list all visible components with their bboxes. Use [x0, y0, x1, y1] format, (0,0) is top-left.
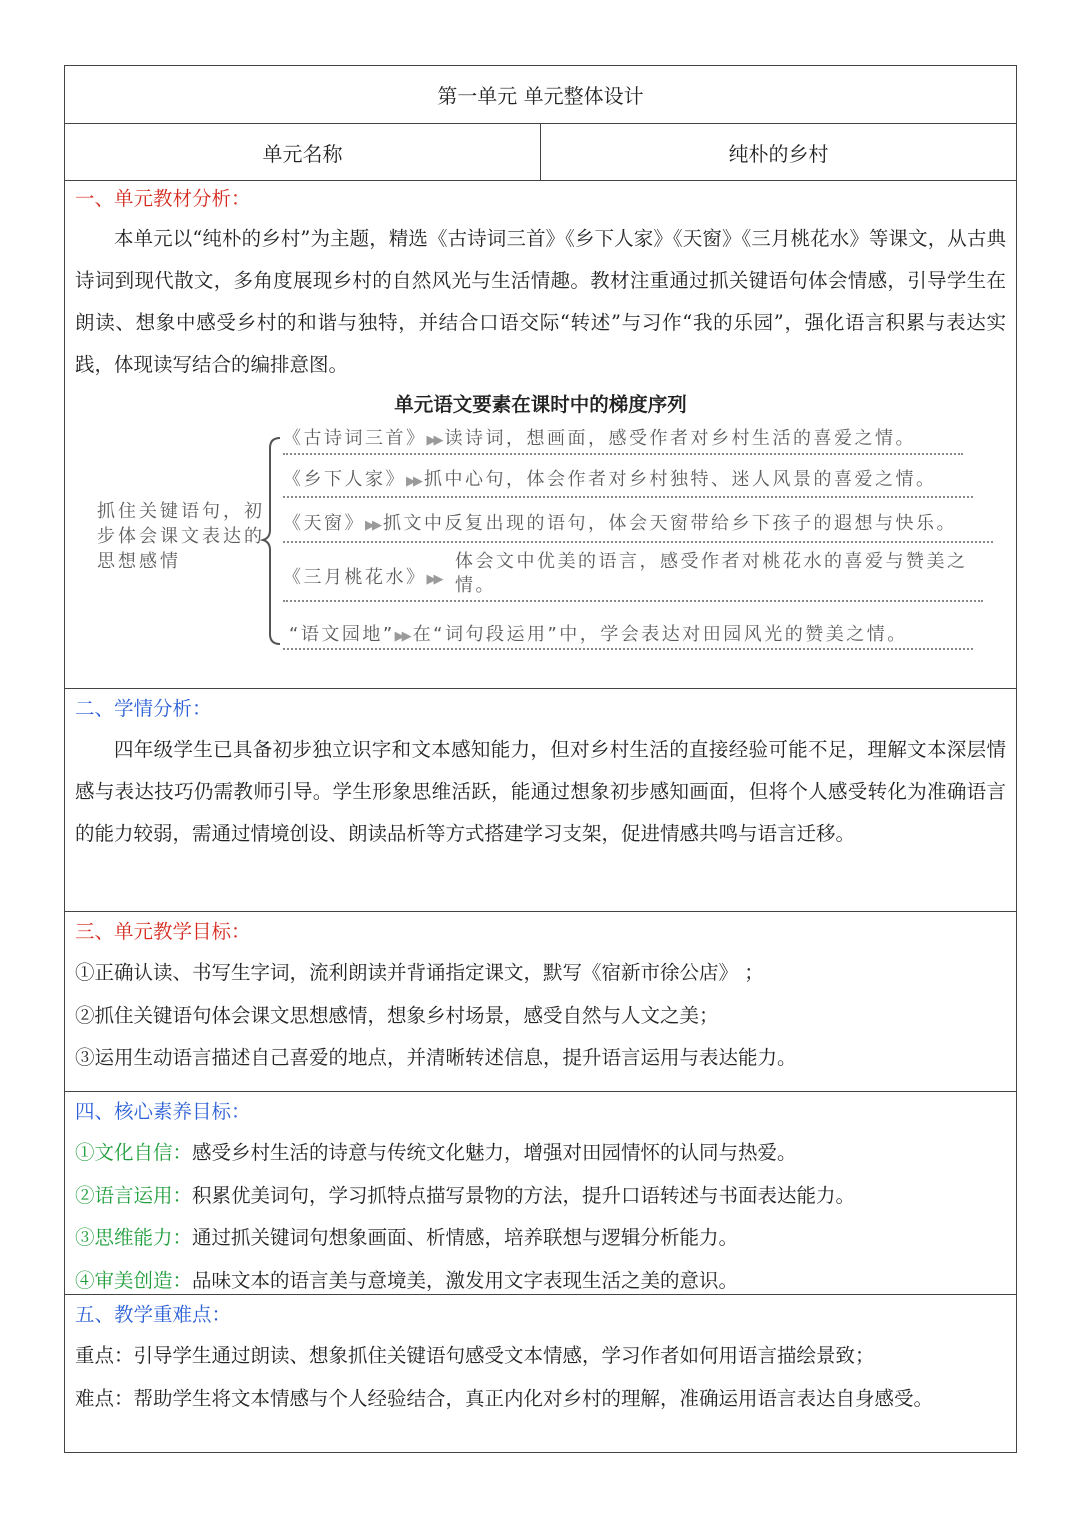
dotted-divider [283, 648, 973, 650]
gradient-sequence-diagram [75, 422, 1006, 652]
diagram-title: 单元语文要素在课时中的梯度序列 [394, 393, 687, 416]
literacy-label: ②语言运用： [75, 1183, 193, 1207]
section-heading: 五、教学重难点： [75, 1303, 232, 1326]
branch-item [283, 465, 937, 491]
core-literacy-section [65, 1092, 1016, 1295]
diagram-center-label: 抓住关键语句，初步体会课文表达的思想感情 [97, 501, 265, 572]
table-title: 第一单元 单元整体设计 [65, 66, 1016, 124]
literacy-label: ④审美创造： [75, 1268, 193, 1292]
branch-source: 《古诗词三首》 [283, 428, 427, 449]
literacy-item [75, 1132, 1006, 1175]
goal-item: ②抓住关键语句体会课文思想感情，想象乡村场景，感受自然与人文之美； [75, 1003, 719, 1027]
branch-text: 读诗词，想画面，感受作者对乡村生活的喜爱之情。 [444, 428, 916, 449]
goal-item: ③运用生动语言描述自己喜爱的地点，并清晰转述信息，提升语言运用与表达能力。 [75, 1046, 797, 1069]
section-paragraph: 四年级学生已具备初步独立识字和文本感知能力，但对乡村生活的直接经验可能不足，理解文本深层情感与表达技巧仍需教师引导。学生形象思维活跃，能通过想象初步感知画面，但将个人感受转化为准确语言的能力较弱，需通过情境创设、朗读品析等方式搭建学习支架，促进情感共鸣与语言迁移。 [75, 738, 1006, 845]
section-heading: 四、核心素养目标： [75, 1100, 251, 1123]
branch-text: 抓文中反复出现的语句，体会天窗带给乡下孩子的遐想与快乐。 [383, 513, 957, 534]
literacy-label: ③思维能力： [75, 1226, 193, 1249]
branch-item [283, 509, 957, 535]
dotted-divider [283, 600, 983, 602]
section-heading: 一、单元教材分析： [75, 187, 251, 210]
unit-name-row [65, 124, 1016, 181]
teaching-goals-section [65, 912, 1016, 1092]
branch-text: 在“词句段运用”中，学会表达对田园风光的赞美之情。 [412, 624, 908, 645]
unit-name-value: 纯朴的乡村 [728, 141, 829, 166]
arrow-icon: ▶▶ [426, 433, 441, 448]
dotted-divider [283, 496, 973, 498]
literacy-label: ①文化自信： [75, 1141, 193, 1164]
dotted-divider [283, 541, 993, 543]
section-paragraph: 本单元以“纯朴的乡村”为主题，精选《古诗词三首》《乡下人家》《天窗》《三月桃花水》等课文，从古典诗词到现代散文，多角度展现乡村的自然风光与生活情趣。教材注重通过抓关键语句体会情感，引导学生在朗读、想象中感受乡村的和谐与独特，并结合口语交际“转述”与习作“我的乐园”，强化语言积累与表达实践，体现读写结合的编排意图。 [75, 227, 1006, 376]
textbook-analysis-section [65, 181, 1016, 689]
difficulty-item: 难点：帮助学生将文本情感与个人经验结合，真正内化对乡村的理解，准确运用语言表达自身感受。 [75, 1386, 934, 1410]
literacy-text: 品味文本的语言美与意境美，激发用文字表现生活之美的意识。 [192, 1268, 739, 1292]
key-point-item: 重点：引导学生通过朗读、想象抓住关键语句感受文本情感，学习作者如何用语言描绘景致； [75, 1344, 875, 1367]
section-heading: 三、单元教学目标： [75, 920, 251, 943]
branch-item [289, 620, 908, 646]
branch-text: 抓中心句，体会作者对乡村独特、迷人风景的喜爱之情。 [424, 469, 937, 490]
arrow-icon: ▶▶ [365, 518, 379, 533]
unit-name-label: 单元名称 [65, 124, 541, 180]
branch-source: “语文园地” [289, 624, 395, 645]
diagram-bracket [75, 422, 1005, 652]
key-difficulty-section [65, 1295, 1016, 1454]
branch-source: 《天窗》 [283, 513, 365, 534]
arrow-icon: ▶▶ [394, 629, 409, 644]
learner-analysis-section [65, 689, 1016, 912]
branch-source: 《乡下人家》 [283, 469, 406, 490]
literacy-text: 通过抓关键词句想象画面、析情感，培养联想与逻辑分析能力。 [192, 1226, 739, 1249]
literacy-text: 感受乡村生活的诗意与传统文化魅力，增强对田园情怀的认同与热爱。 [192, 1141, 797, 1164]
goal-item: ①正确认读、书写生字词，流利朗读并背诵指定课文，默写《宿新市徐公店》 ； [75, 961, 764, 984]
literacy-item [75, 1175, 1006, 1218]
arrow-icon: ▶▶ [426, 572, 441, 587]
branch-item [283, 563, 445, 589]
branch-source: 《三月桃花水》 [283, 567, 427, 588]
literacy-text: 积累优美词句，学习抓特点描写景物的方法，提升口语转述与书面表达能力。 [192, 1183, 856, 1207]
dotted-divider [283, 453, 963, 455]
unit-design-table [64, 65, 1017, 1453]
literacy-item [75, 1217, 1006, 1260]
branch-item [283, 424, 916, 450]
section-heading: 二、学情分析： [75, 697, 212, 720]
arrow-icon: ▶▶ [406, 474, 420, 489]
branch-text-wrapped: 体会文中优美的语言，感受作者对桃花水的喜爱与赞美之情。 [455, 551, 968, 596]
